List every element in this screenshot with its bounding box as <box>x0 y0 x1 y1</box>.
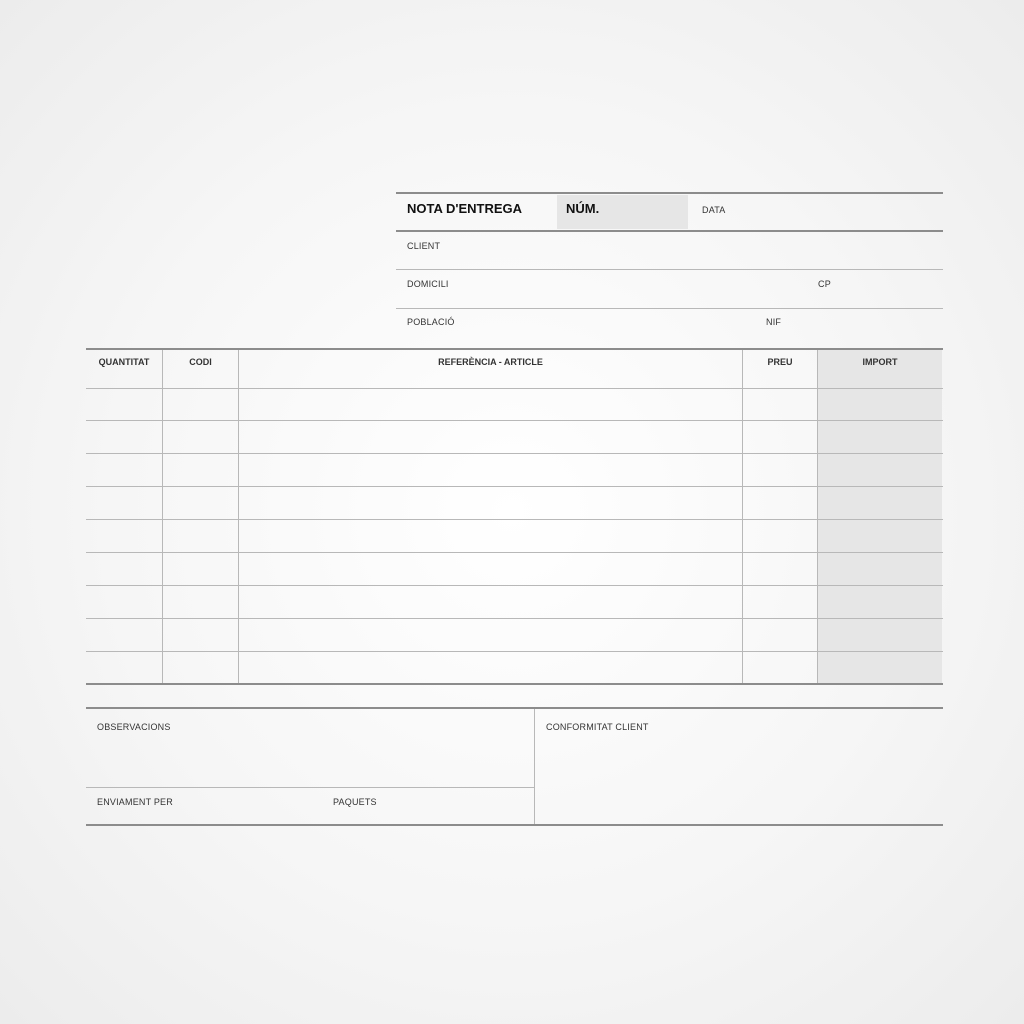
table-top-rule <box>86 348 943 350</box>
column-header-price: PREU <box>767 357 793 367</box>
address-label: DOMICILI <box>407 279 449 289</box>
table-bottom-rule <box>86 683 943 685</box>
import-column-shade <box>818 350 942 683</box>
table-row[interactable] <box>86 651 943 652</box>
document-title: NOTA D'ENTREGA <box>407 201 523 216</box>
table-row[interactable] <box>86 486 943 487</box>
number-label: NÚM. <box>566 201 600 216</box>
column-divider <box>742 350 743 683</box>
footer-inner-rule <box>86 787 534 788</box>
packages-label: PAQUETS <box>333 797 377 807</box>
column-header-quantity: QUANTITAT <box>98 357 150 367</box>
column-divider <box>817 350 818 683</box>
table-row[interactable] <box>86 585 943 586</box>
table-row[interactable] <box>86 519 943 520</box>
nif-label: NIF <box>766 317 782 327</box>
client-label: CLIENT <box>407 241 441 251</box>
footer-top-rule <box>86 707 943 709</box>
observations-label: OBSERVACIONS <box>97 722 171 732</box>
postal-code-label: CP <box>818 279 831 289</box>
table-row[interactable] <box>86 618 943 619</box>
town-label: POBLACIÓ <box>407 317 455 327</box>
date-label: DATA <box>702 205 726 215</box>
column-divider <box>162 350 163 683</box>
header-rule-1 <box>396 230 943 232</box>
customer-conformity-label: CONFORMITAT CLIENT <box>546 722 649 732</box>
column-header-import: IMPORT <box>862 357 898 367</box>
header-rule-2 <box>396 269 943 270</box>
table-row[interactable] <box>86 453 943 454</box>
table-row[interactable] <box>86 388 943 389</box>
footer-bottom-rule <box>86 824 943 826</box>
table-row[interactable] <box>86 552 943 553</box>
column-header-reference: REFERÈNCIA - ARTICLE <box>438 357 543 367</box>
header-rule-3 <box>396 308 943 309</box>
header-top-rule <box>396 192 943 194</box>
footer-divider <box>534 709 535 824</box>
column-header-code: CODI <box>189 357 212 367</box>
table-row[interactable] <box>86 420 943 421</box>
column-divider <box>238 350 239 683</box>
shipping-label: ENVIAMENT PER <box>97 797 173 807</box>
